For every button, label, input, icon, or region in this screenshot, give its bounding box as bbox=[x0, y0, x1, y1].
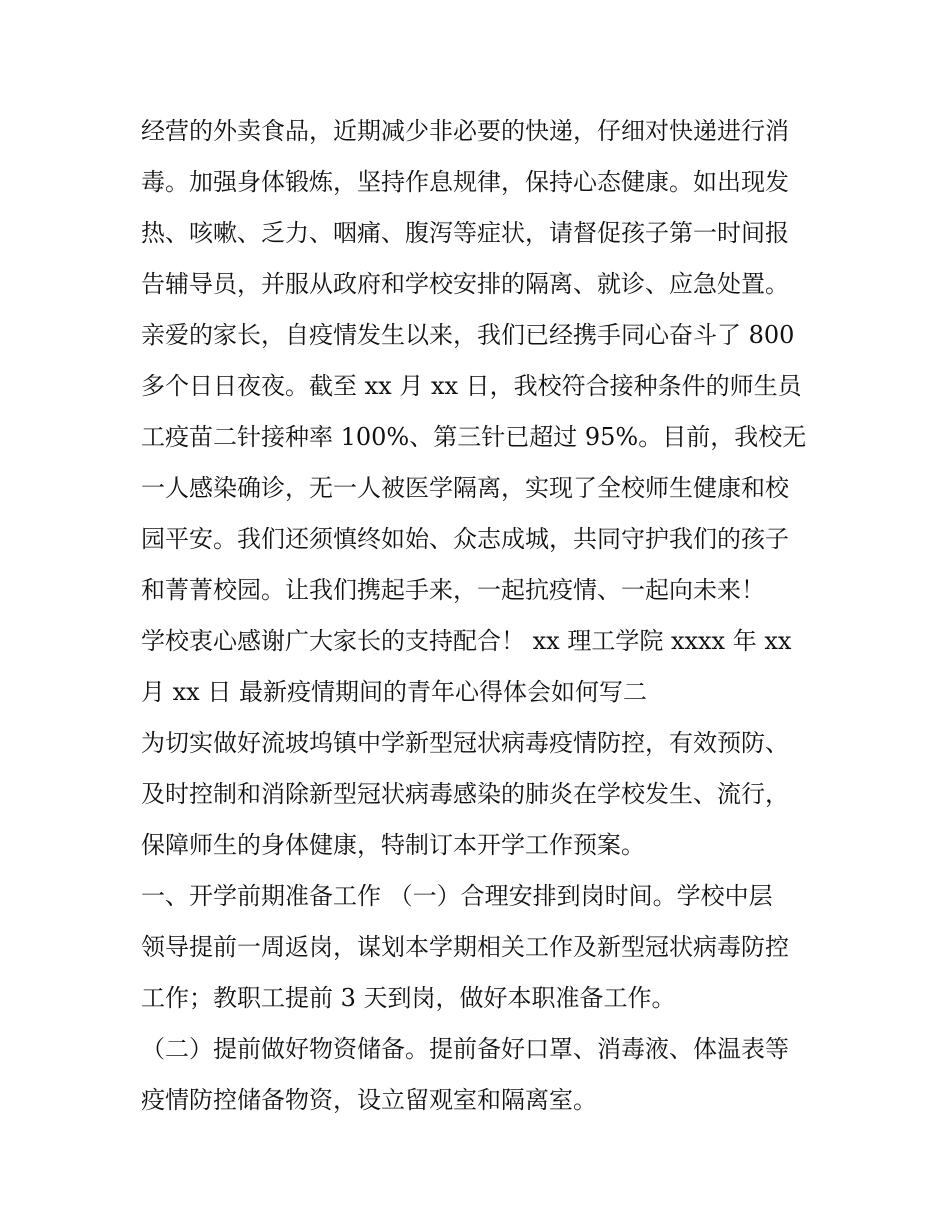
text-line: 一人感染确诊，无一人被医学隔离，实现了全校师生健康和校 bbox=[141, 474, 789, 502]
text-line: 及时控制和消除新型冠状病毒感染的肺炎在学校发生、流行， bbox=[141, 780, 789, 808]
text-line: 为切实做好流坡坞镇中学新型冠状病毒疫情防控，有效预防、 bbox=[141, 729, 789, 757]
text-line: 园平安。我们还须慎终如始、众志成城，共同守护我们的孩子 bbox=[141, 525, 789, 553]
text-line: 一、开学前期准备工作 （一）合理安排到岗时间。学校中层 bbox=[141, 882, 773, 910]
document-body bbox=[141, 106, 831, 1126]
text-line: 和菁菁校园。让我们携起手来，一起抗疫情、一起向未来！ bbox=[141, 576, 765, 604]
text-line: 疫情防控储备物资，设立留观室和隔离室。 bbox=[141, 1086, 597, 1114]
text-line: （二）提前做好物资储备。提前备好口罩、消毒液、体温表等 bbox=[141, 1035, 789, 1063]
text-line: 经营的外卖食品，近期减少非必要的快递，仔细对快递进行消 bbox=[141, 117, 789, 145]
text-line: 毒。加强身体锻炼，坚持作息规律，保持心态健康。如出现发 bbox=[141, 168, 789, 196]
text-line: 亲爱的家长，自疫情发生以来，我们已经携手同心奋斗了 800 bbox=[141, 321, 795, 349]
text-line: 工疫苗二针接种率 100%、第三针已超过 95%。目前，我校无 bbox=[141, 423, 807, 451]
text-line: 热、咳嗽、乏力、咽痛、腹泻等症状，请督促孩子第一时间报 bbox=[141, 219, 789, 247]
text-line: 多个日日夜夜。截至 xx 月 xx 日，我校符合接种条件的师生员 bbox=[141, 372, 802, 400]
text-line: 学校衷心感谢广大家长的支持配合！ xx 理工学院 xxxx 年 xx bbox=[141, 627, 792, 655]
text-line: 工作；教职工提前 3 天到岗，做好本职准备工作。 bbox=[141, 984, 676, 1012]
text-line: 领导提前一周返岗，谋划本学期相关工作及新型冠状病毒防控 bbox=[141, 933, 789, 961]
text-line: 告辅导员，并服从政府和学校安排的隔离、就诊、应急处置。 bbox=[141, 270, 789, 298]
text-line: 保障师生的身体健康，特制订本开学工作预案。 bbox=[141, 831, 645, 859]
text-line: 月 xx 日 最新疫情期间的青年心得体会如何写二 bbox=[141, 678, 647, 706]
